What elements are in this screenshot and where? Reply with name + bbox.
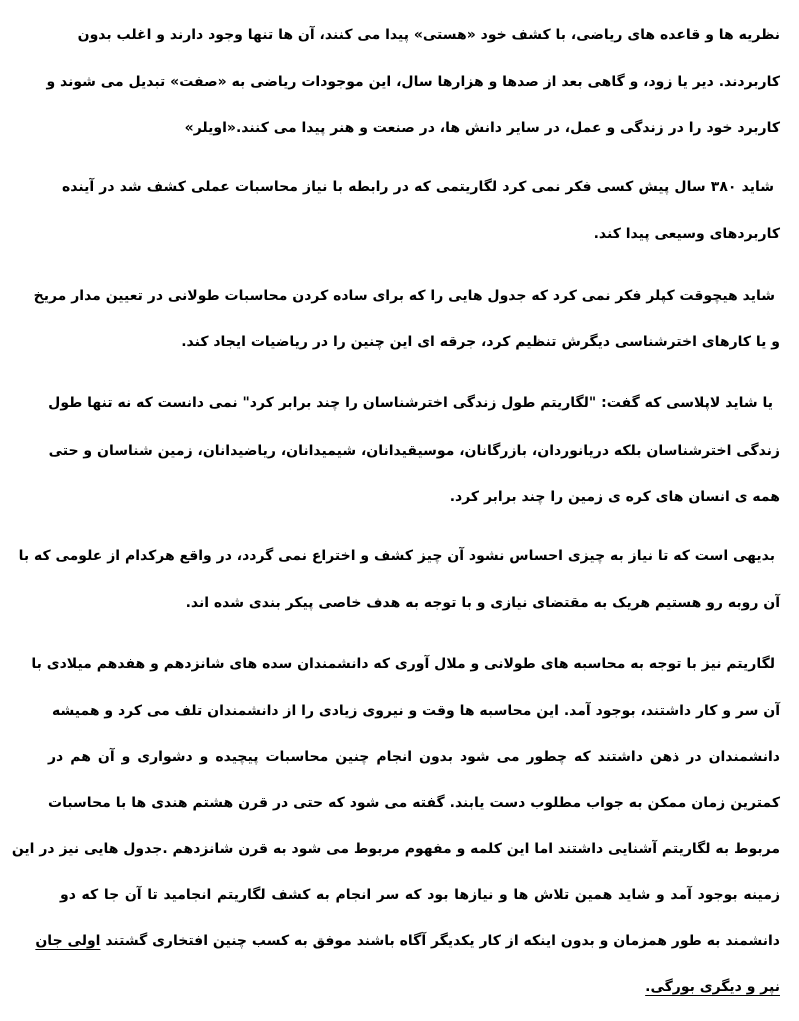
text-line: نظریه ها و قاعده های ریاضی، با کشف خود «هستی» پیدا می کنند، آن ها تنها وجود دارند و اغلب بدون xyxy=(77,27,780,43)
text-line: کمترین زمان ممکن به جواب مطلوب دست یابند. گفته می شود که حتی در قرن هشتم هندی ها با محاسبات xyxy=(48,795,780,811)
underlined-name: اولی جان xyxy=(35,933,101,949)
text-line: شاید هیچوقت کپلر فکر نمی کرد که جدول هایی را که برای ساده کردن محاسبات طولانی در تعیین مدار مریخ xyxy=(33,288,775,304)
text-line xyxy=(35,929,780,953)
text-line: و یا کارهای اخترشناسی دیگرش تنظیم کرد، جرقه ای این چنین را در ریاضیات ایجاد کند. xyxy=(181,334,780,350)
text-line: آن روبه رو هستیم هریک به مقتضای نیازی و با توجه به هدف خاصی پیکر بندی شده اند. xyxy=(185,595,780,611)
text-line: زندگی اخترشناسان بلکه دریانوردان، بازرگانان، موسیقیدانان، شیمیدانان، ریاضیدانان، زمین شناسان و حتی xyxy=(48,443,780,459)
text-line: کاربرد خود را در زندگی و عمل، در سایر دانش ها، در صنعت و هنر پیدا می کنند.«اویلر» xyxy=(184,120,780,136)
underlined-name: نپر و دیگری بورگی. xyxy=(645,979,780,995)
text-line: یا شاید لاپلاسی که گفت: "لگاریتم طول زندگی اخترشناسان را چند برابر کرد" نمی دانست که نه تنها طول xyxy=(48,395,773,411)
text-line: دانشمندان در ذهن داشتند که چطور می شود بدون انجام چنین محاسبات پیچیده و دشواری و آن هم در xyxy=(48,749,780,765)
text-line: زمینه بوجود آمد و شاید همین تلاش ها و نیازها بود که سر انجام به کشف لگاریتم انجامید تا آن جا که دو xyxy=(60,887,780,903)
text-line: مربوط به لگاریتم آشنایی داشتند اما این کلمه و مفهوم مربوط می شود به قرن شانزدهم .جدول هایی نیز در این xyxy=(11,841,780,857)
text-line xyxy=(45,975,780,999)
text-line: همه ی انسان های کره ی زمین را چند برابر کرد. xyxy=(449,489,780,505)
text-line: بدیهی است که تا نیاز به چیزی احساس نشود آن چیز کشف و اختراع نمی گردد، در واقع هرکدام از علومی که با xyxy=(18,548,775,564)
text-line: کاربردند. دیر یا زود، و گاهی بعد از صدها و هزارها سال، این موجودات ریاضی به «صفت» تبدیل می شوند و xyxy=(46,74,780,90)
text-line: کاربردهای وسیعی پیدا کند. xyxy=(593,226,780,242)
text-line: شاید ۳۸۰ سال پیش کسی فکر نمی کرد لگاریتمی که در رابطه با نیاز محاسبات عملی کشف شد در آینده xyxy=(62,179,774,195)
text-line: لگاریتم نیز با توجه به محاسبه های طولانی و ملال آوری که دانشمندان سده های شانزدهم و هفدهم میلادی با xyxy=(31,656,775,672)
text-line: آن سر و کار داشتند، بوجود آمد. این محاسبه ها وقت و نیروی زیادی را از دانشمندان تلف می کرد و همیشه xyxy=(52,703,780,719)
text-segment: دانشمند به طور همزمان و بدون اینکه از کار یکدیگر آگاه باشند موفق به کسب چنین افتخاری گشتند xyxy=(100,933,780,949)
